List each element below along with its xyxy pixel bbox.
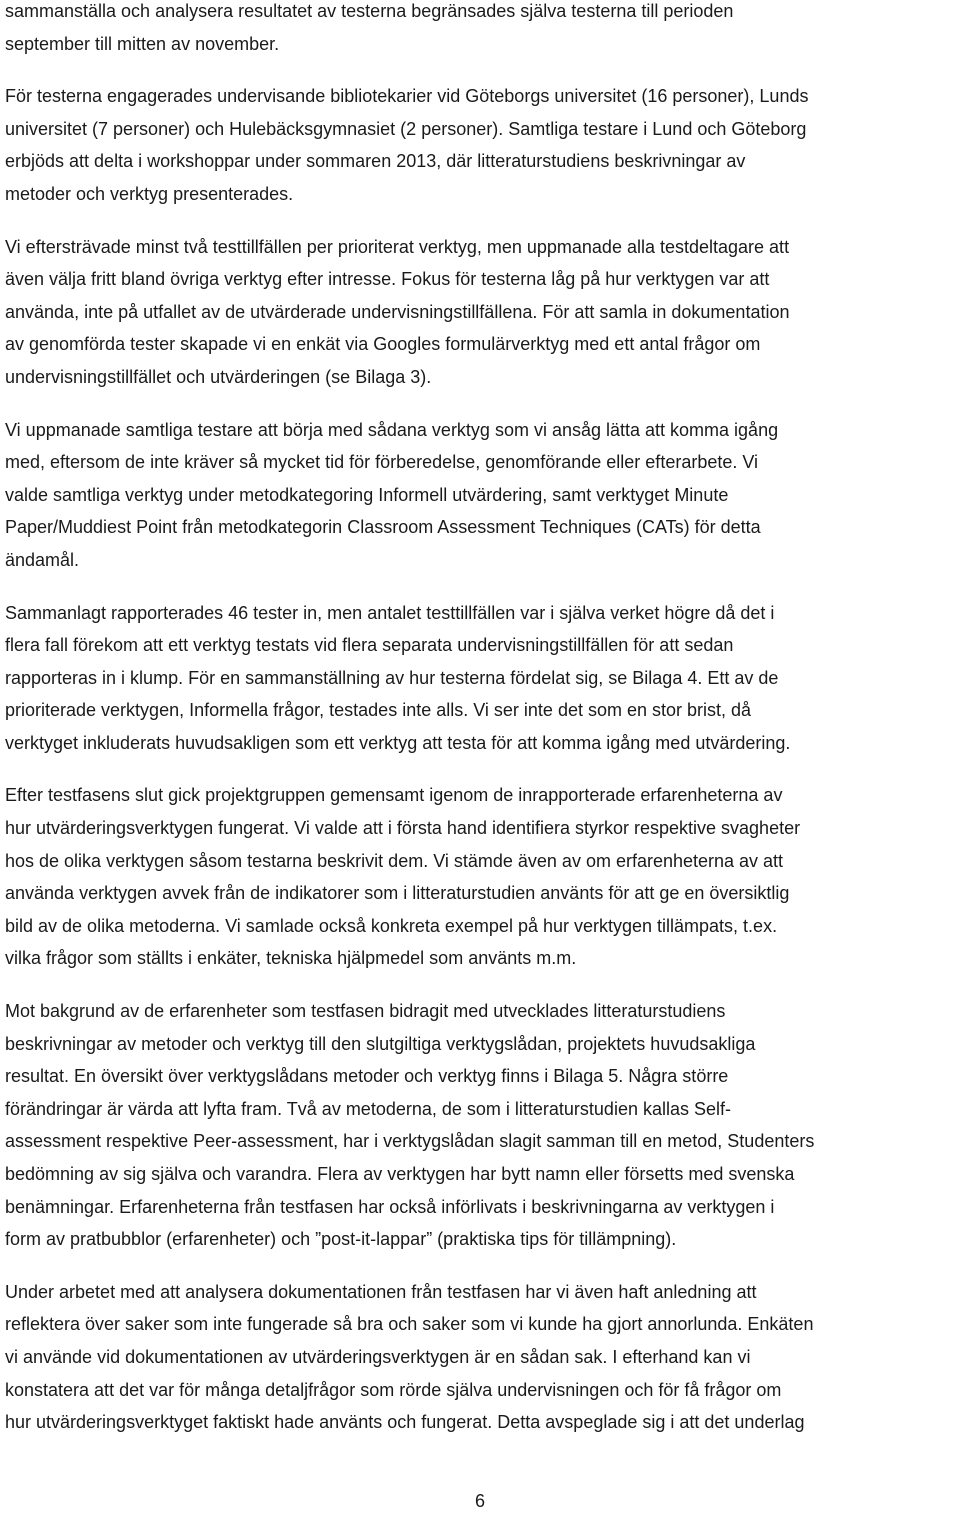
text-line: verktyget inkluderats huvudsakligen som ett verktyg att testa för att komma igång med utvärdering. xyxy=(5,732,791,753)
text-line: hur utvärderingsverktygen fungerat. Vi valde att i första hand identifiera styrkor respektive svagheter xyxy=(5,818,801,839)
text-line: vi använde vid dokumentationen av utvärderingsverktygen är en sådan sak. I efterhand kan vi xyxy=(5,1346,751,1367)
text-line: universitet (7 personer) och Hulebäcksgymnasiet (2 personer). Samtliga testare i Lund och Göteborg xyxy=(5,118,807,139)
text-line: hur utvärderingsverktyget faktiskt hade använts och fungerat. Detta avspeglade sig i att det underlag xyxy=(5,1412,805,1433)
text-line: Under arbetet med att analysera dokumentationen från testfasen har vi även haft anledning att xyxy=(5,1281,757,1302)
text-line: av genomförda tester skapade vi en enkät via Googles formulärverktyg med ett antal frågor om xyxy=(5,334,761,355)
page-number: 6 xyxy=(474,1491,485,1511)
text-line: valde samtliga verktyg under metodkategoring Informell utvärdering, samt verktyget Minute xyxy=(5,484,729,505)
text-line: hos de olika verktygen såsom testarna beskrivit dem. Vi stämde även av om erfarenheterna av att xyxy=(5,850,784,871)
text-line: erbjöds att delta i workshoppar under sommaren 2013, där litteraturstudiens beskrivningar av xyxy=(5,151,746,172)
text-line: Vi eftersträvade minst två testtillfällen per prioriterat verktyg, men uppmanade alla testdeltagare att xyxy=(5,236,790,257)
text-line: använda, inte på utfallet av de utvärderade undervisningstillfällena. För att samla in dokumentation xyxy=(5,301,790,322)
text-line: flera fall förekom att ett verktyg testats vid flera separata undervisningstillfällen för att sedan xyxy=(5,635,734,656)
text-line: rapporteras in i klump. För en sammanställning av hur testerna fördelat sig, se Bilaga 4. Ett av de xyxy=(5,667,779,688)
paragraph-8 xyxy=(5,1276,954,1439)
text-line: För testerna engagerades undervisande bibliotekarier vid Göteborgs universitet (16 personer), Lunds xyxy=(5,86,809,107)
text-line: prioriterade verktygen, Informella frågor, testades inte alls. Vi ser inte det som en stor brist, då xyxy=(5,700,752,721)
text-line: assessment respektive Peer-assessment, har i verktygslådan slagit samman till en metod, Studenters xyxy=(5,1131,815,1152)
paragraph-1 xyxy=(5,0,954,60)
text-line: form av pratbubblor (erfarenheter) och ”post-it-lappar” (praktiska tips för tillämpning). xyxy=(5,1229,677,1250)
text-line: även välja fritt bland övriga verktyg efter intresse. Fokus för testerna låg på hur verktygen var att xyxy=(5,269,770,290)
text-line: konstatera att det var för många detaljfrågor som rörde själva undervisningen och för få frågor om xyxy=(5,1379,782,1400)
paragraph-6 xyxy=(5,779,954,975)
text-line: sammanställa och analysera resultatet av testerna begränsades själva testerna till perioden xyxy=(5,1,734,21)
text-line: bild av de olika metoderna. Vi samlade också konkreta exempel på hur verktygen tillämpats, t.ex. xyxy=(5,915,778,936)
text-line: använda verktygen avvek från de indikatorer som i litteraturstudien använts för att ge en översiktlig xyxy=(5,883,790,904)
text-line: Paper/Muddiest Point från metodkategorin Classroom Assessment Techniques (CATs) för detta xyxy=(5,517,761,538)
text-line: reflektera över saker som inte fungerade så bra och saker som vi kunde ha gjort annorlunda. Enkäten xyxy=(5,1314,814,1335)
text-line: vilka frågor som ställts i enkäter, tekniska hjälpmedel som använts m.m. xyxy=(5,948,577,969)
text-line: ändamål. xyxy=(5,549,80,570)
text-line: september till mitten av november. xyxy=(5,33,280,54)
text-line: Vi uppmanade samtliga testare att börja med sådana verktyg som vi ansåg lätta att komma igång xyxy=(5,419,779,440)
text-line: undervisningstillfället och utvärderingen (se Bilaga 3). xyxy=(5,366,432,387)
paragraph-3 xyxy=(5,231,954,394)
paragraph-4 xyxy=(5,414,954,577)
text-line: Mot bakgrund av de erfarenheter som testfasen bidragit med utvecklades litteraturstudiens xyxy=(5,1001,726,1022)
text-line: bedömning av sig själva och varandra. Flera av verktygen har bytt namn eller försetts med svenska xyxy=(5,1164,795,1184)
paragraph-7 xyxy=(5,995,954,1256)
paragraph-2 xyxy=(5,80,954,210)
text-line: beskrivningar av metoder och verktyg till den slutgiltiga verktygslådan, projektets huvudsakliga xyxy=(5,1033,756,1054)
text-line: Sammanlagt rapporterades 46 tester in, men antalet testtillfällen var i själva verket högre då det i xyxy=(5,602,775,623)
text-line: metoder och verktyg presenterades. xyxy=(5,183,294,204)
text-line: förändringar är värda att lyfta fram. Två av metoderna, de som i litteraturstudien kallas Self- xyxy=(5,1098,731,1119)
text-line: med, eftersom de inte kräver så mycket tid för förberedelse, genomförande eller efterarbete. Vi xyxy=(5,452,759,473)
paragraph-5 xyxy=(5,597,954,760)
text-line: resultat. En översikt över verktygslådans metoder och verktyg finns i Bilaga 5. Några större xyxy=(5,1066,729,1087)
text-line: Efter testfasens slut gick projektgruppen gemensamt igenom de inrapporterade erfarenheterna av xyxy=(5,785,783,806)
text-line: benämningar. Erfarenheterna från testfasen har också införlivats i beskrivningarna av verktygen i xyxy=(5,1196,775,1217)
